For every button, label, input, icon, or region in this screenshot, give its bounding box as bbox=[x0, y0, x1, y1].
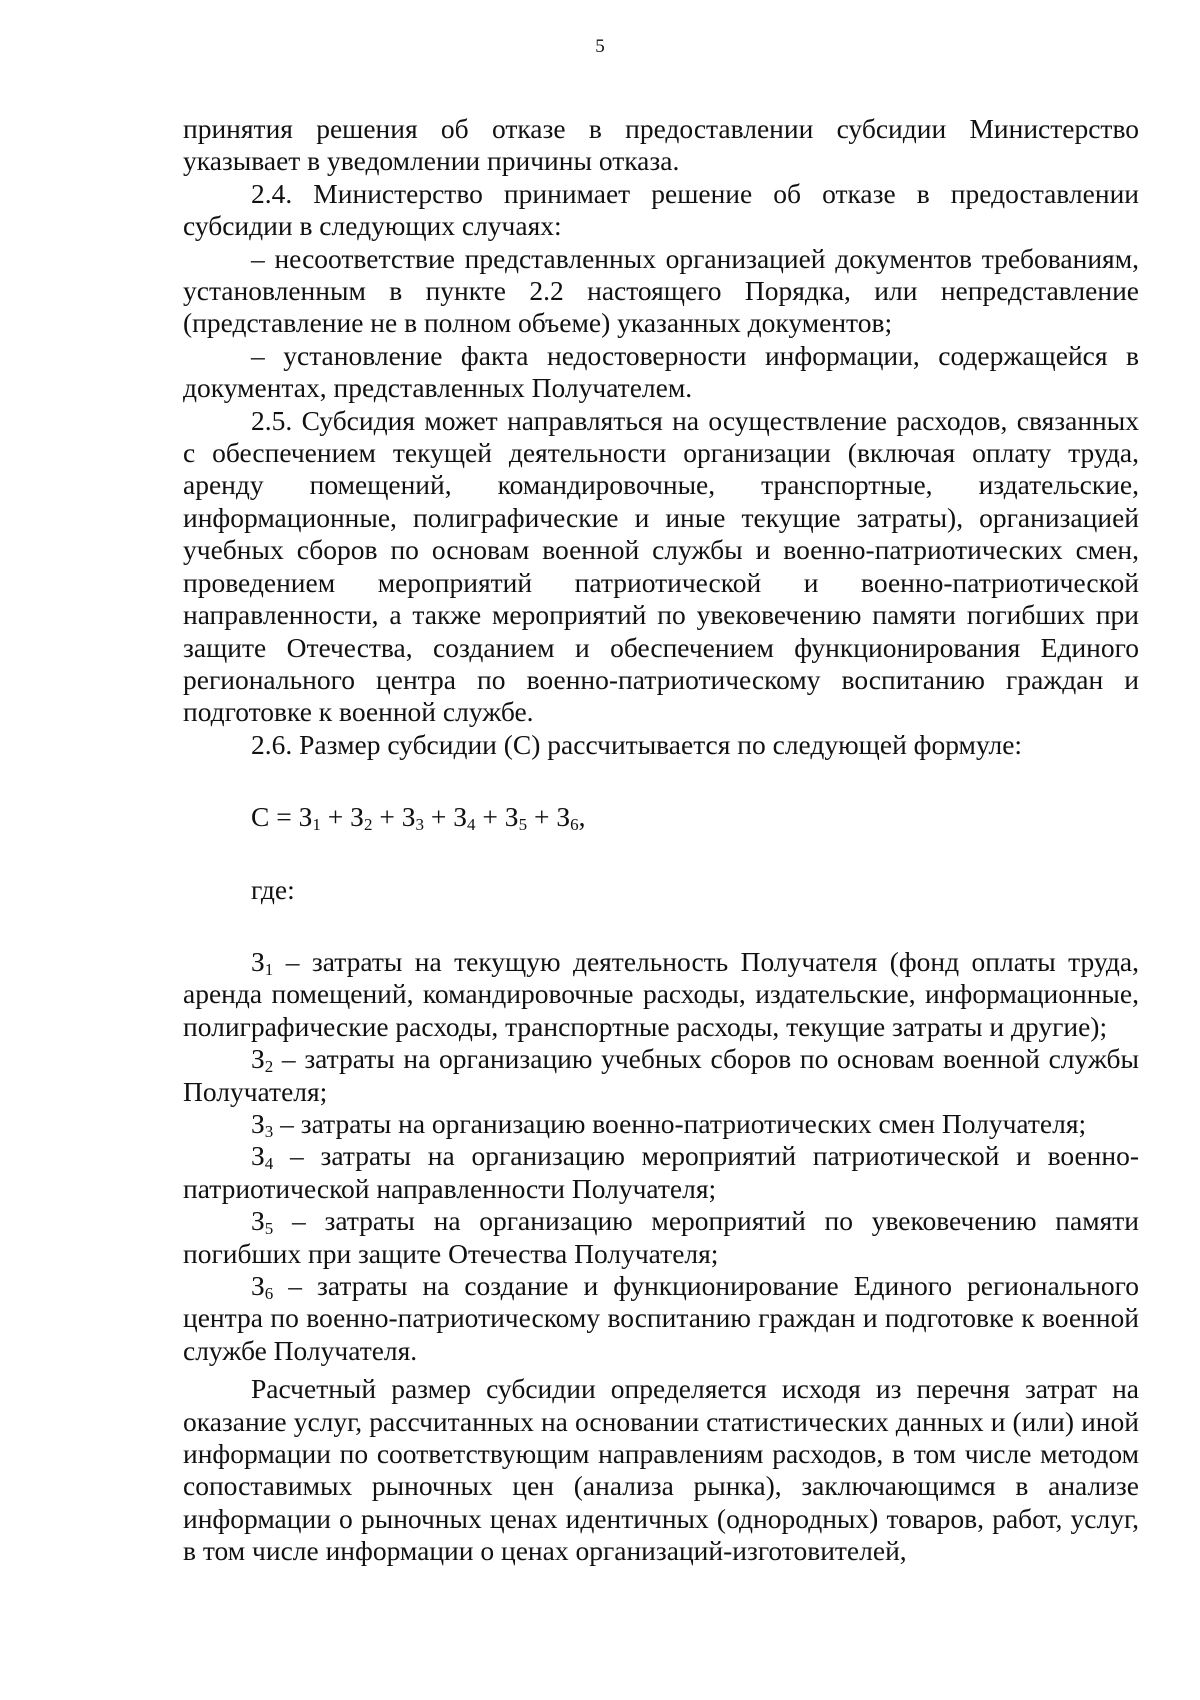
formula-sub-1: 1 bbox=[312, 815, 321, 835]
paragraph-2-5: 2.5. Субсидия может направляться на осуществление расходов, связанных с обеспечением текущей деятельности организации (включая оплату труда, аренду помещений, командировочные, транспортные, издательские, информационные, полиграфические и иные текущие затраты), организацией учебных сборов по основам военной службы и военно-патриотических смен, проведением мероприятий патриотической и военно-патриотической направленности, а также мероприятий по увековечению памяти погибших при защите Отечества, созданием и обеспечением функционирования Единого регионального центра по военно-патриотическому воспитанию граждан и подготовке к военной службе. bbox=[183, 404, 1139, 728]
definition-symbol: З bbox=[251, 1270, 265, 1301]
definition-subscript: 6 bbox=[264, 1284, 274, 1303]
definition-text: – затраты на организацию мероприятий по увековечению памяти погибших при защите Отечества Получателя; bbox=[183, 1205, 1139, 1269]
definition-z1 bbox=[183, 946, 1139, 1043]
formula-sub-5: 5 bbox=[518, 815, 528, 835]
definition-subscript: 5 bbox=[264, 1219, 274, 1239]
where-label: где: bbox=[251, 873, 295, 905]
formula-sub-2: 2 bbox=[363, 815, 373, 835]
definition-text: – затраты на организацию учебных сборов по основам военной службы Получателя; bbox=[183, 1043, 1139, 1107]
subsidy-formula bbox=[251, 801, 1139, 833]
definition-symbol: З bbox=[251, 1205, 265, 1237]
definition-z4 bbox=[183, 1140, 1139, 1205]
formula-lhs: С = З bbox=[251, 801, 313, 833]
formula-sub-3: 3 bbox=[415, 815, 424, 835]
formula-plus-3: + З bbox=[372, 801, 416, 833]
paragraph-calculation-method: Расчетный размер субсидии определяется исходя из перечня затрат на оказание услуг, рассчитанных на основании статистических данных и (или) иной информации по соответствующим направлениям расходов, в том числе методом сопоставимых рыночных цен (анализа рынка), заключающимся в анализе информации о рыночных ценах идентичных (однородных) товаров, работ, услуг, в том числе информации о ценах организаций-изготовителей, bbox=[183, 1373, 1139, 1567]
paragraph-2-6: 2.6. Размер субсидии (С) рассчитывается по следующей формуле: bbox=[251, 728, 1023, 760]
document-body bbox=[183, 113, 1139, 1568]
definition-z2 bbox=[183, 1043, 1139, 1108]
paragraph-2-4: 2.4. Министерство принимает решение об отказе в предоставлении субсидии в следующих случаях: bbox=[183, 177, 1139, 242]
definition-symbol: З bbox=[251, 1107, 265, 1139]
page-number: 5 bbox=[595, 36, 605, 57]
definition-subscript: 3 bbox=[264, 1121, 274, 1141]
definition-z6 bbox=[183, 1270, 1139, 1367]
definition-symbol: З bbox=[251, 1043, 265, 1075]
definition-text: – затраты на создание и функционирование Единого регионального центра по военно-патриотическому воспитанию граждан и подготовке к военной службе Получателя. bbox=[183, 1270, 1139, 1366]
formula-sub-4: 4 bbox=[467, 815, 476, 835]
formula-sub-6: 6 bbox=[570, 815, 579, 835]
formula-plus-4: + З bbox=[423, 801, 468, 833]
formula-plus-2: + З bbox=[320, 801, 364, 833]
definition-subscript: 4 bbox=[264, 1154, 274, 1174]
definition-z3 bbox=[183, 1108, 1139, 1140]
definition-text: – затраты на организацию мероприятий патриотической и военно-патриотической направленности Получателя; bbox=[183, 1140, 1139, 1204]
definition-text: – затраты на организацию военно-патриотических смен Получателя; bbox=[273, 1107, 1087, 1139]
formula-end: , bbox=[578, 801, 586, 833]
list-item-nonconformity: – несоответствие представленных организацией документов требованиям, установленным в пункте 2.2 настоящего Порядка, или непредставление (представление не в полном объеме) указанных документов; bbox=[183, 242, 1139, 339]
formula-plus-6: + З bbox=[527, 801, 571, 833]
definition-subscript: 2 bbox=[264, 1057, 274, 1077]
definition-symbol: З bbox=[251, 945, 265, 977]
paragraph-continuation: принятия решения об отказе в предоставлении субсидии Министерство указывает в уведомлении причины отказа. bbox=[183, 113, 1139, 177]
list-item-unreliability: – установление факта недостоверности информации, содержащейся в документах, представленных Получателем. bbox=[183, 339, 1139, 404]
formula-plus-5: + З bbox=[475, 801, 519, 833]
definition-subscript: 1 bbox=[264, 959, 274, 979]
definition-z5 bbox=[183, 1205, 1139, 1270]
definition-text: – затраты на текущую деятельность Получателя (фонд оплаты труда, аренда помещений, командировочные расходы, издательские, информационные, полиграфические расходы, транспортные расходы, текущие затраты и другие); bbox=[183, 945, 1139, 1042]
definition-symbol: З bbox=[251, 1140, 265, 1172]
